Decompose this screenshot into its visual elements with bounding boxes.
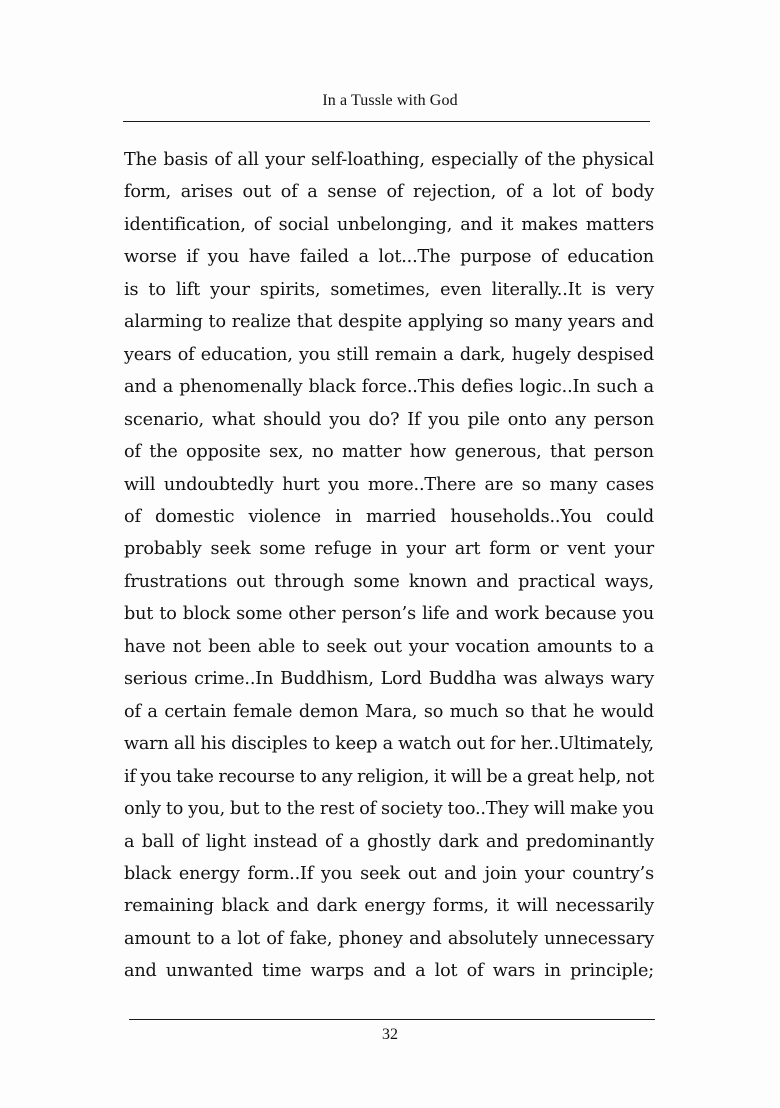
text-line: form, arises out of a sense of rejection, of a lot of body [124,182,654,203]
page-number: 32 [382,1026,398,1043]
text-line: only to you, but to the rest of society too..They will make you [124,799,654,820]
text-line: identification, of social unbelonging, and it makes matters [124,214,654,235]
text-line: is to lift your spirits, sometimes, even literally..It is very [124,279,654,300]
body-text [124,144,654,988]
text-line: of the opposite sex, no matter how generous, that person [124,442,654,463]
text-line: and a phenomenally black force..This defies logic..In such a [124,377,654,398]
text-line: alarming to realize that despite applying so many years and [124,312,654,333]
footer-divider [129,1019,655,1020]
header-divider [123,121,650,122]
text-line: but to block some other person’s life and work because you [124,604,654,625]
text-line: The basis of all your self-loathing, especially of the physical [124,150,654,170]
text-line: if you take recourse to any religion, it will be a great help, not [124,766,654,787]
text-line: frustrations out through some known and practical ways, [124,571,654,592]
text-line: a ball of light instead of a ghostly dark and predominantly [124,831,654,852]
text-line: serious crime..In Buddhism, Lord Buddha was always wary [124,669,654,690]
text-line: and unwanted time warps and a lot of wars in principle; [124,961,654,982]
text-line: of domestic violence in married households..You could [124,506,654,527]
text-line: of a certain female demon Mara, so much so that he would [124,701,654,722]
text-line: warn all his disciples to keep a watch out for her..Ultimately, [124,734,654,755]
text-line: will undoubtedly hurt you more..There are so many cases [124,474,654,495]
text-line: have not been able to seek out your vocation amounts to a [124,636,654,657]
text-line: amount to a lot of fake, phoney and absolutely unnecessary [124,928,654,949]
text-line: probably seek some refuge in your art form or vent your [124,539,654,560]
text-line: scenario, what should you do? If you pile onto any person [124,409,654,430]
text-line: worse if you have failed a lot...The purpose of education [124,247,654,268]
text-line: black energy form..If you seek out and join your country’s [124,863,654,884]
text-line: years of education, you still remain a dark, hugely despised [124,344,654,365]
text-line: remaining black and dark energy forms, it will necessarily [124,896,654,917]
running-header-title: In a Tussle with God [322,92,458,109]
